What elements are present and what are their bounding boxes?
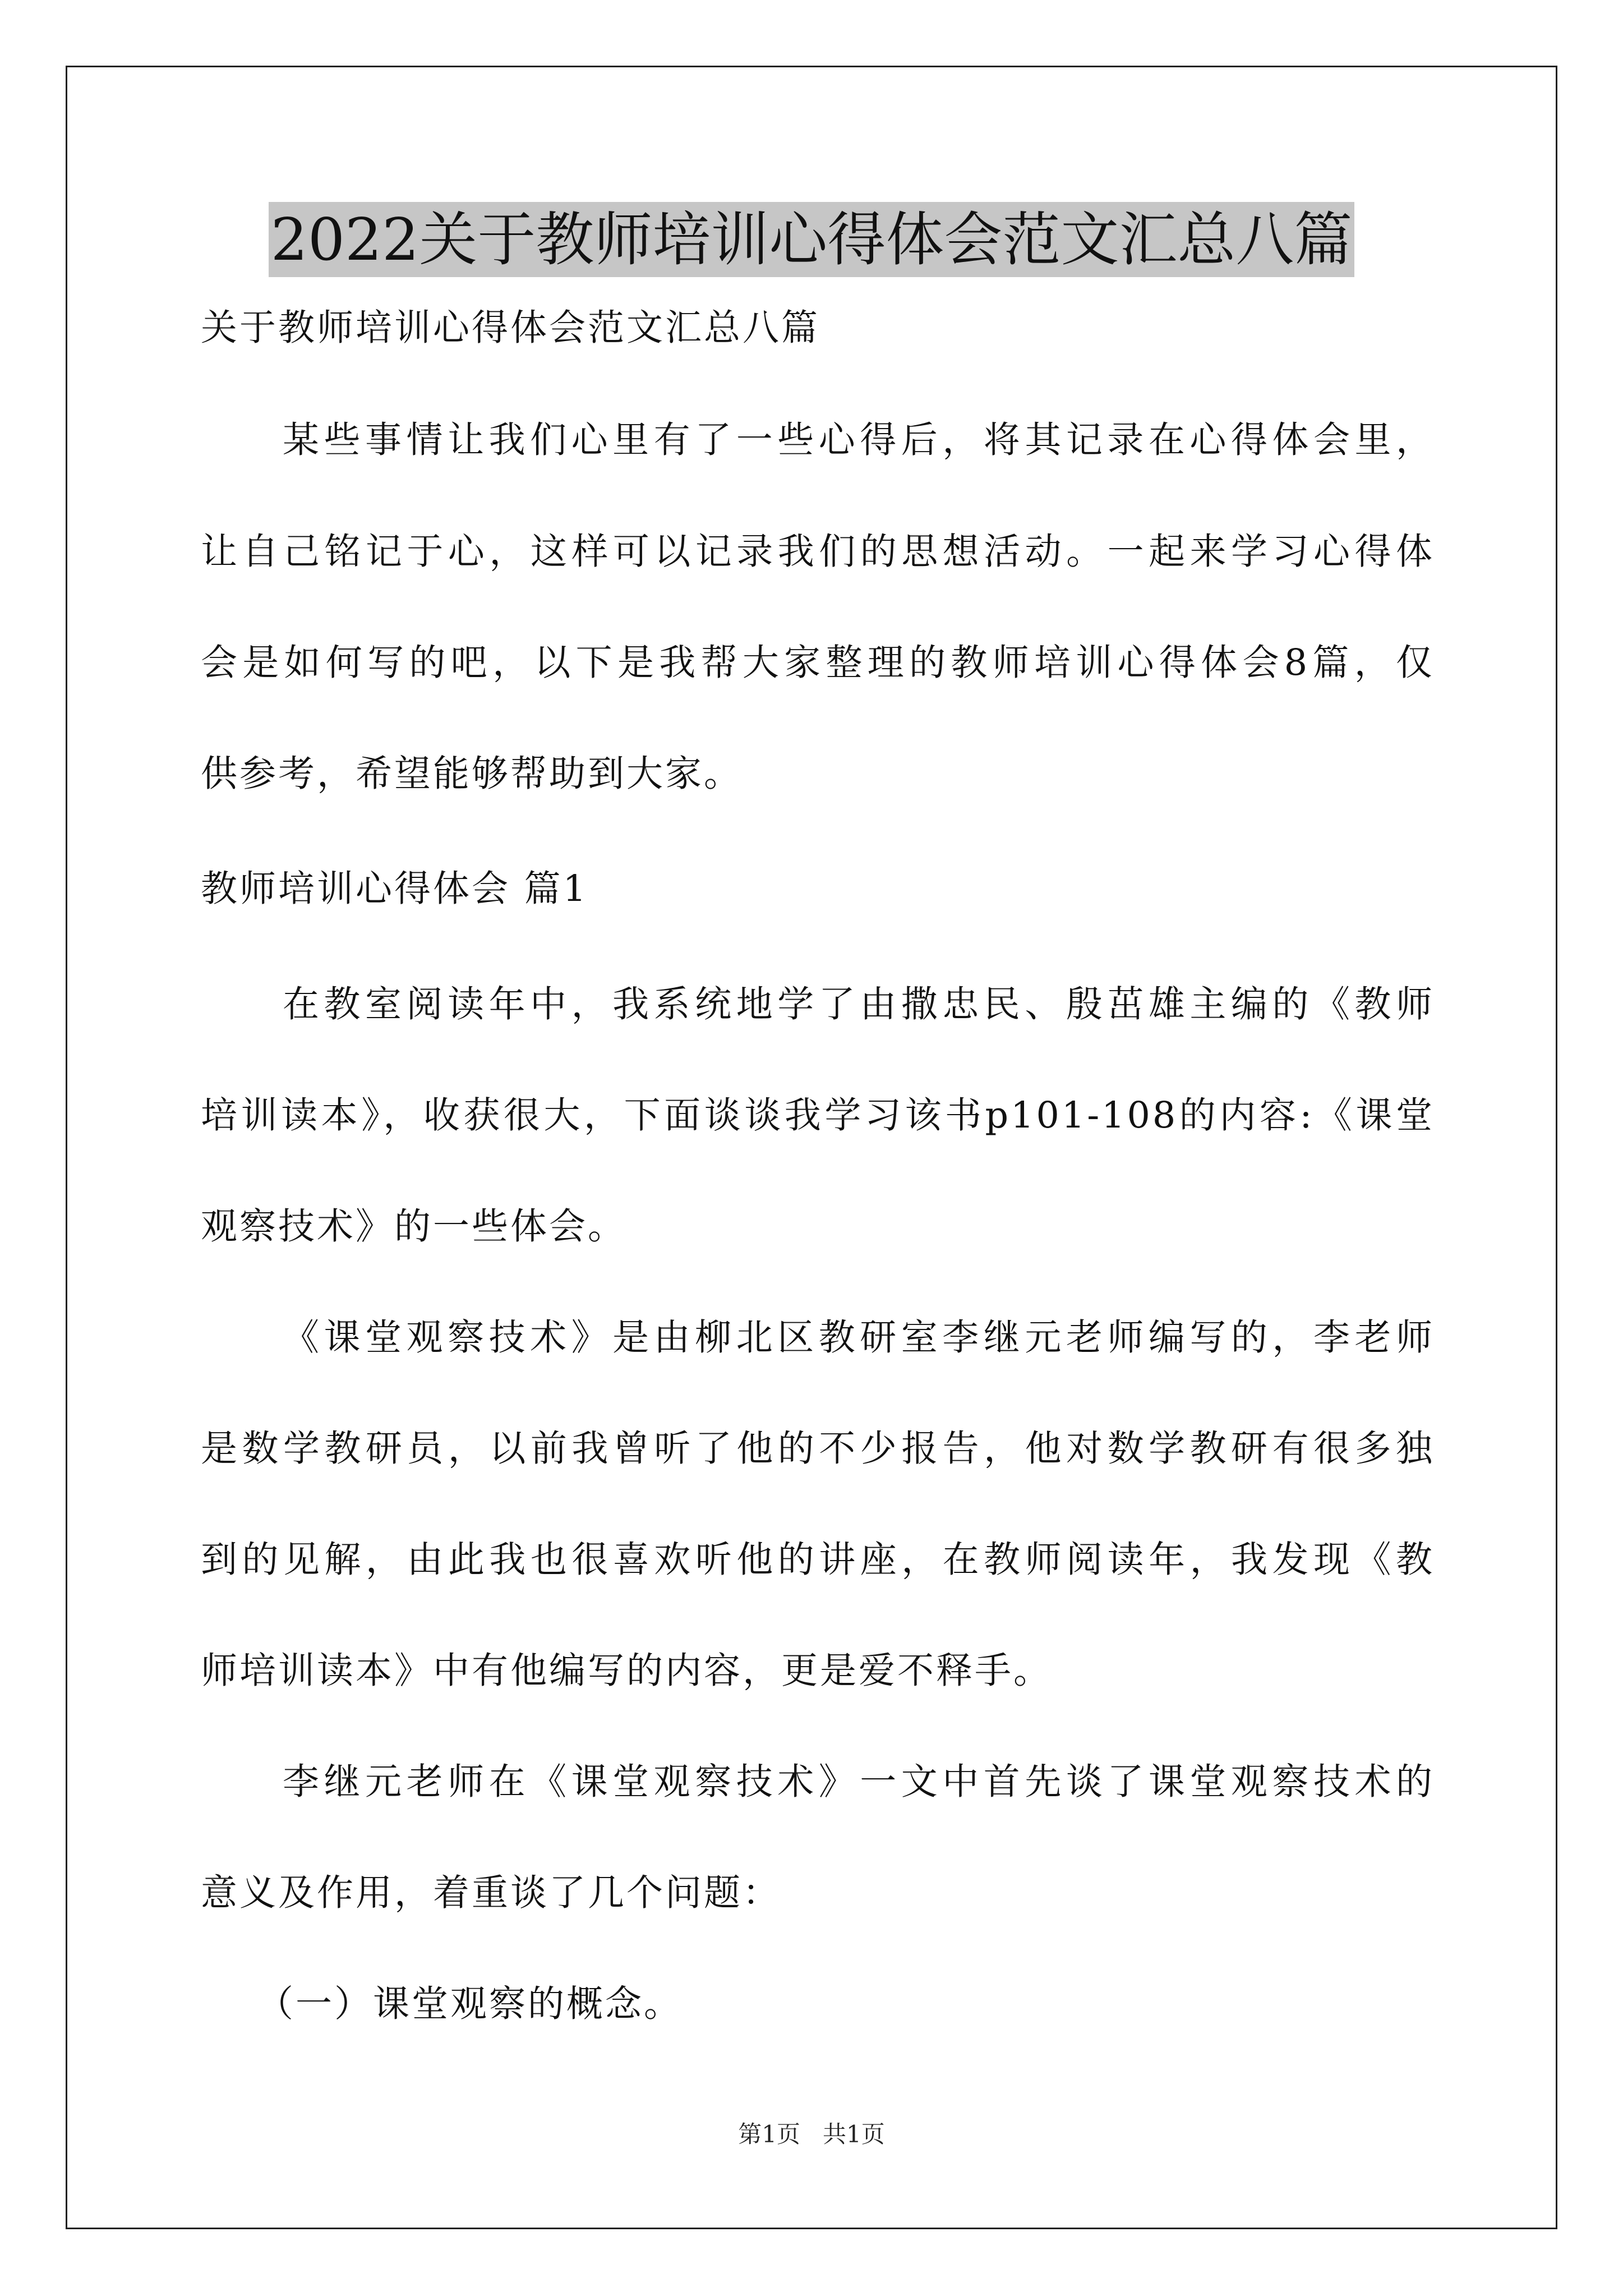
paragraph-line: 到的见解，由此我也很喜欢听他的讲座，在教师阅读年，我发现《教 <box>201 1539 1435 1581</box>
page-footer <box>0 2118 1623 2151</box>
page-number: 第1页 <box>738 2120 800 2148</box>
page-total: 共1页 <box>823 2120 885 2148</box>
paragraph-line: 会是如何写的吧，以下是我帮大家整理的教师培训心得体会8篇，仅 <box>201 642 1435 684</box>
title-container <box>0 202 1623 277</box>
paragraph-line: 李继元老师在《课堂观察技术》一文中首先谈了课堂观察技术的 <box>283 1761 1435 1803</box>
list-item-line: （一）课堂观察的概念。 <box>257 1983 683 2025</box>
paragraph-line: 意义及作用，着重谈了几个问题： <box>201 1872 782 1914</box>
paragraph-line: 师培训读本》中有他编写的内容，更是爱不释手。 <box>201 1650 1053 1692</box>
document-title: 2022关于教师培训心得体会范文汇总八篇 <box>269 202 1355 277</box>
paragraph-line: 观察技术》的一些体会。 <box>201 1205 627 1248</box>
subtitle-line: 关于教师培训心得体会范文汇总八篇 <box>201 307 820 349</box>
paragraph-line: 让自己铭记于心，这样可以记录我们的思想活动。一起来学习心得体 <box>201 531 1435 573</box>
paragraph-line: 供参考，希望能够帮助到大家。 <box>201 753 743 795</box>
paragraph-line: 是数学教研员，以前我曾听了他的不少报告，他对数学教研有很多独 <box>201 1428 1435 1470</box>
paragraph-line: 《课堂观察技术》是由柳北区教研室李继元老师编写的，李老师 <box>283 1317 1435 1359</box>
section-heading: 教师培训心得体会 篇1 <box>201 868 589 910</box>
paragraph-line: 某些事情让我们心里有了一些心得后，将其记录在心得体会里， <box>283 419 1435 461</box>
paragraph-line: 培训读本》，收获很大，下面谈谈我学习该书p101-108的内容:《课堂 <box>201 1094 1435 1137</box>
paragraph-line: 在教室阅读年中，我系统地学了由撒忠民、殷茁雄主编的《教师 <box>283 983 1435 1025</box>
